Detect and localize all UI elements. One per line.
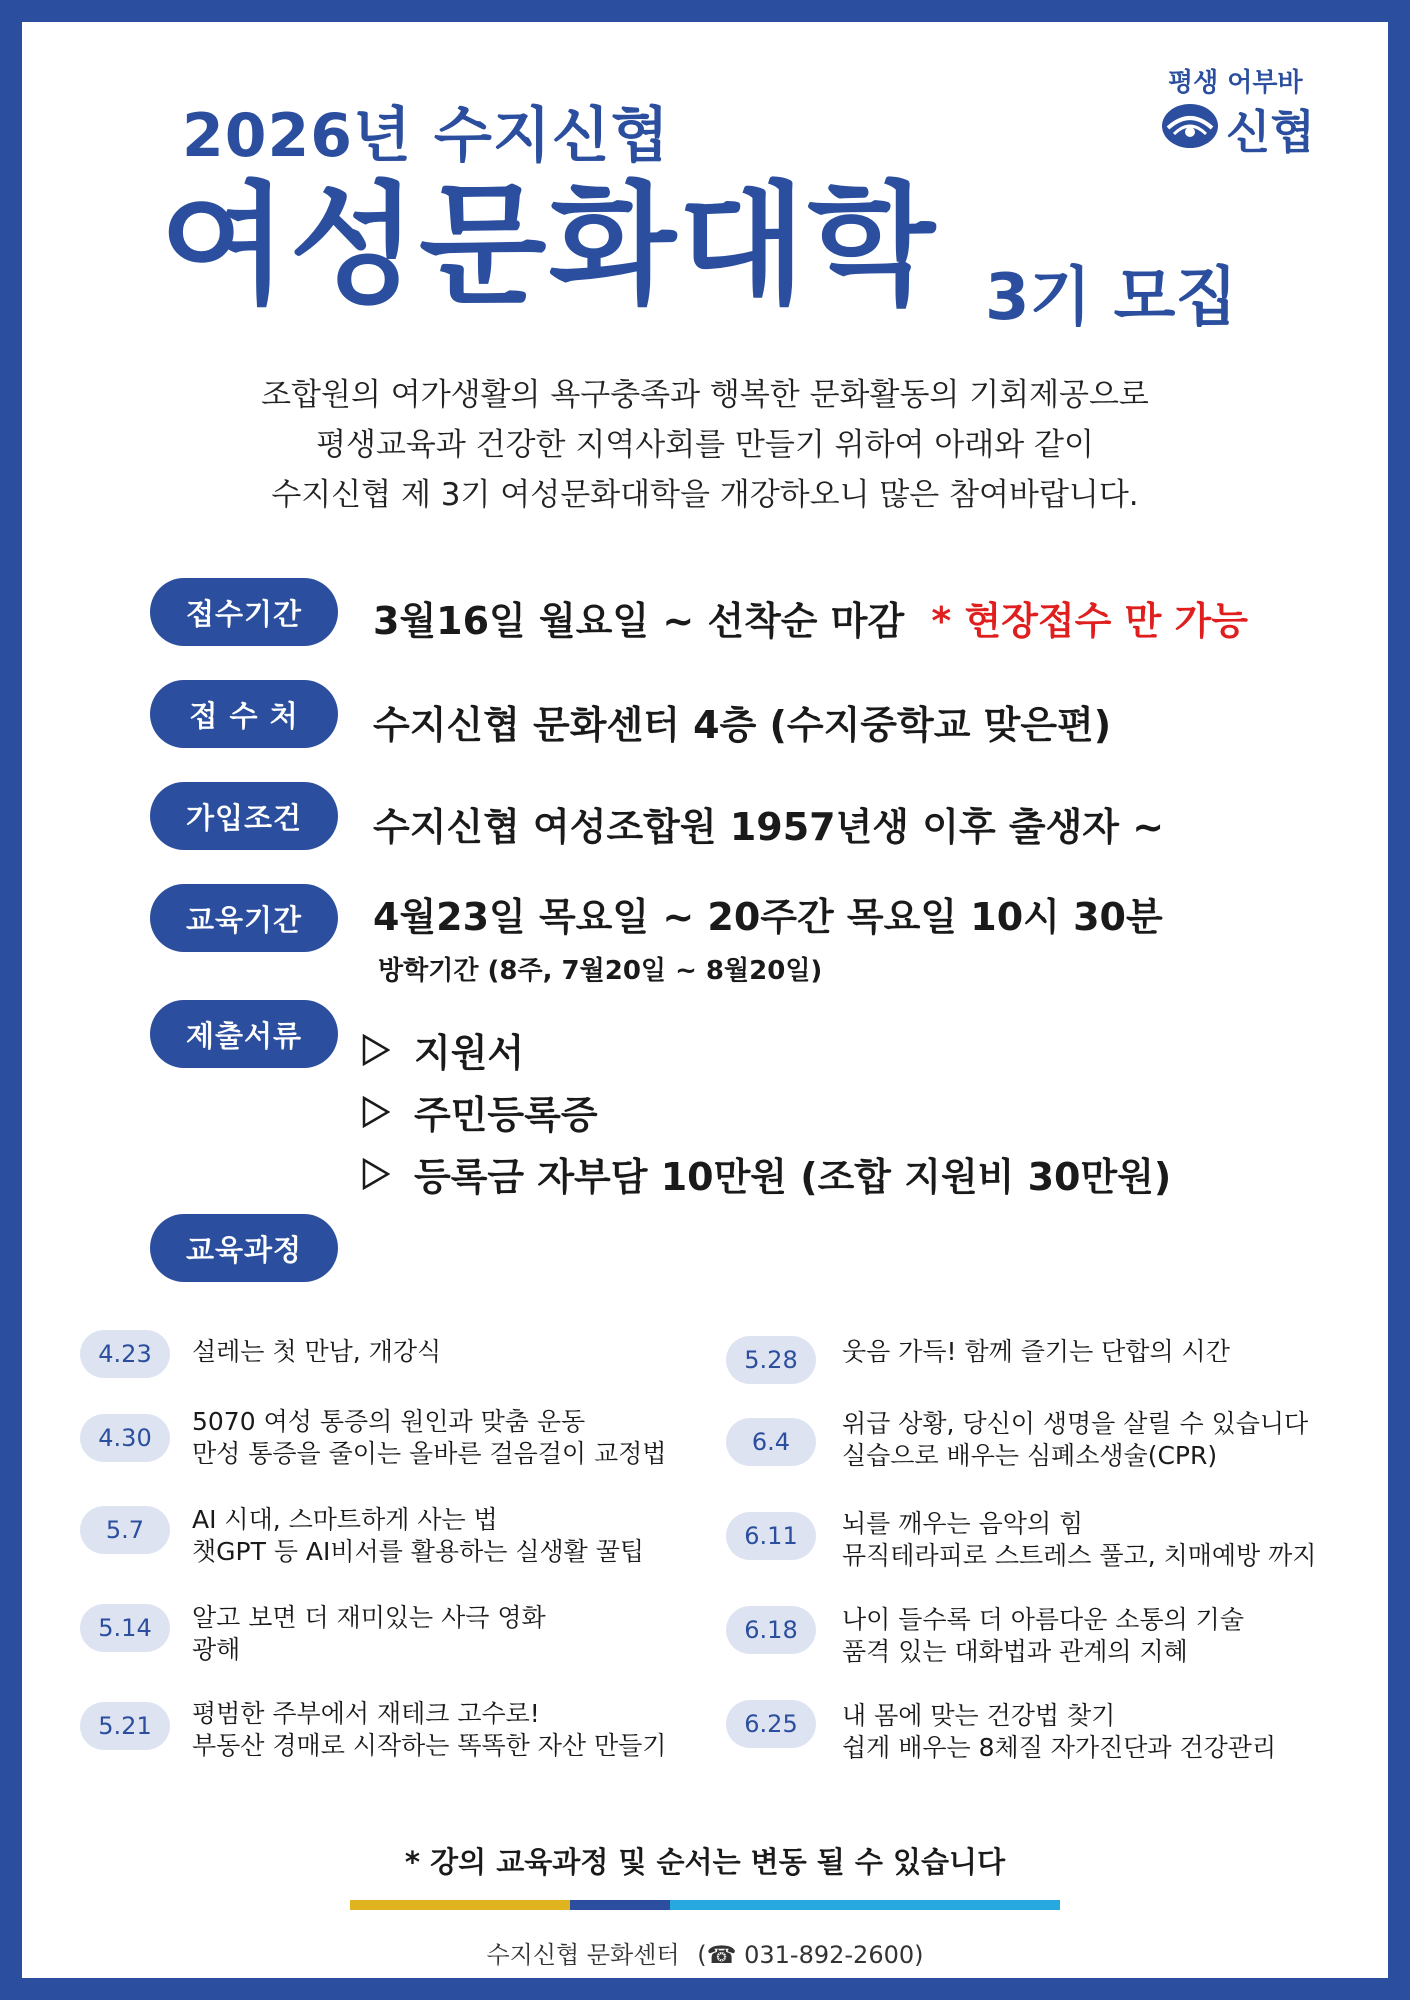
course-subtitle: 만성 통증을 줄이는 올바른 걸음걸이 교정법	[192, 1439, 667, 1468]
divider-bar-yellow	[350, 1900, 570, 1910]
triangle-bullet-icon	[362, 1034, 390, 1066]
divider-bar-blue	[570, 1900, 670, 1910]
course-item	[192, 1336, 441, 1368]
education-period-value: 4월23일 목요일 ~ 20주간 목요일 10시 30분	[373, 895, 1163, 939]
logo-name: 신협	[1226, 105, 1315, 159]
shinhyup-logo	[1160, 62, 1340, 162]
course-date: 6.11	[726, 1512, 816, 1560]
course-title: 5070 여성 통증의 원인과 맞춤 운동	[192, 1407, 586, 1436]
course-title: AI 시대, 스마트하게 사는 법	[192, 1505, 498, 1534]
course-title: 뇌를 깨우는 음악의 힘	[842, 1509, 1084, 1538]
course-title: 내 몸에 맞는 건강법 찾기	[842, 1701, 1116, 1730]
sub-title: 3기 모집	[985, 261, 1238, 335]
intro-line: 평생교육과 건강한 지역사회를 만들기 위하여 아래와 같이	[316, 427, 1094, 463]
course-date: 4.30	[80, 1414, 170, 1462]
reception-place-value: 수지신협 문화센터 4층 (수지중학교 맞은편)	[373, 703, 1112, 747]
course-date: 6.25	[726, 1700, 816, 1748]
label-eligibility: 가입조건	[150, 782, 338, 850]
course-title: 설레는 첫 만남, 개강식	[192, 1337, 442, 1366]
label-documents: 제출서류	[150, 1000, 338, 1068]
year-title: 2026년 수지신협	[182, 101, 670, 171]
course-title: 알고 보면 더 재미있는 사극 영화	[192, 1603, 546, 1632]
shinhyup-emblem-icon	[1160, 102, 1220, 150]
intro-line: 수지신협 제 3기 여성문화대학을 개강하오니 많은 참여바랍니다.	[271, 477, 1139, 513]
course-title: 웃음 가득! 함께 즐기는 단합의 시간	[842, 1337, 1230, 1366]
course-date: 5.21	[80, 1702, 170, 1750]
document-item	[362, 1146, 1171, 1201]
course-subtitle: 부동산 경매로 시작하는 똑똑한 자산 만들기	[192, 1731, 667, 1760]
course-subtitle: 광해	[192, 1635, 241, 1664]
label-education-period: 교육기간	[150, 884, 338, 952]
intro-line: 조합원의 여가생활의 욕구충족과 행복한 문화활동의 기회제공으로	[261, 377, 1149, 413]
vacation-period: 방학기간 (8주, 7월20일 ~ 8월20일)	[378, 956, 823, 986]
course-item	[192, 1602, 546, 1666]
course-item	[842, 1336, 1230, 1368]
main-title: 여성문화대학	[160, 169, 938, 323]
footer	[0, 1935, 1410, 1970]
logo-slogan: 평생 어부바	[1168, 68, 1303, 98]
course-subtitle: 뮤직테라피로 스트레스 풀고, 치매예방 까지	[842, 1541, 1317, 1570]
course-item	[192, 1504, 644, 1568]
footer-center-name: 수지신협 문화센터	[486, 1941, 680, 1969]
course-item	[842, 1604, 1244, 1668]
course-date: 5.28	[726, 1336, 816, 1384]
document-item	[362, 1084, 598, 1139]
course-title: 평범한 주부에서 재테크 고수로!	[192, 1699, 540, 1728]
course-subtitle: 쉽게 배우는 8체질 자가진단과 건강관리	[842, 1733, 1277, 1762]
course-date: 6.4	[726, 1418, 816, 1466]
course-subtitle: 품격 있는 대화법과 관계의 지혜	[842, 1637, 1188, 1666]
course-date: 6.18	[726, 1606, 816, 1654]
onsite-only-note: * 현장접수 만 가능	[931, 599, 1248, 643]
course-title: 나이 들수록 더 아름다운 소통의 기술	[842, 1605, 1244, 1634]
document-item	[362, 1022, 524, 1077]
course-date: 4.23	[80, 1330, 170, 1378]
divider-bar-cyan	[670, 1900, 1060, 1910]
document-label: 등록금 자부담 10만원 (조합 지원비 30만원)	[414, 1155, 1172, 1199]
reception-period-value	[373, 590, 1248, 645]
change-notice: * 강의 교육과정 및 순서는 변동 될 수 있습니다	[404, 1845, 1006, 1879]
label-curriculum: 교육과정	[150, 1214, 338, 1282]
course-item	[842, 1408, 1308, 1472]
reception-period-text: 3월16일 월요일 ~ 선착순 마감	[373, 599, 905, 643]
label-reception-period: 접수기간	[150, 578, 338, 646]
label-reception-place: 접 수 처	[150, 680, 338, 748]
triangle-bullet-icon	[362, 1096, 390, 1128]
course-subtitle: 실습으로 배우는 심폐소생술(CPR)	[842, 1441, 1218, 1470]
course-item	[192, 1698, 666, 1762]
course-title: 위급 상황, 당신이 생명을 살릴 수 있습니다	[842, 1409, 1309, 1438]
document-label: 주민등록증	[414, 1093, 598, 1137]
course-date: 5.7	[80, 1506, 170, 1554]
course-date: 5.14	[80, 1604, 170, 1652]
intro-text	[150, 370, 1260, 520]
footer-phone: (☎ 031-892-2600)	[697, 1941, 924, 1969]
triangle-bullet-icon	[362, 1158, 390, 1190]
eligibility-value: 수지신협 여성조합원 1957년생 이후 출생자 ~	[373, 805, 1165, 849]
course-item	[842, 1700, 1276, 1764]
course-item	[192, 1406, 666, 1470]
document-label: 지원서	[414, 1031, 525, 1075]
course-subtitle: 챗GPT 등 AI비서를 활용하는 실생활 꿀팁	[192, 1537, 645, 1566]
course-item	[842, 1508, 1316, 1572]
